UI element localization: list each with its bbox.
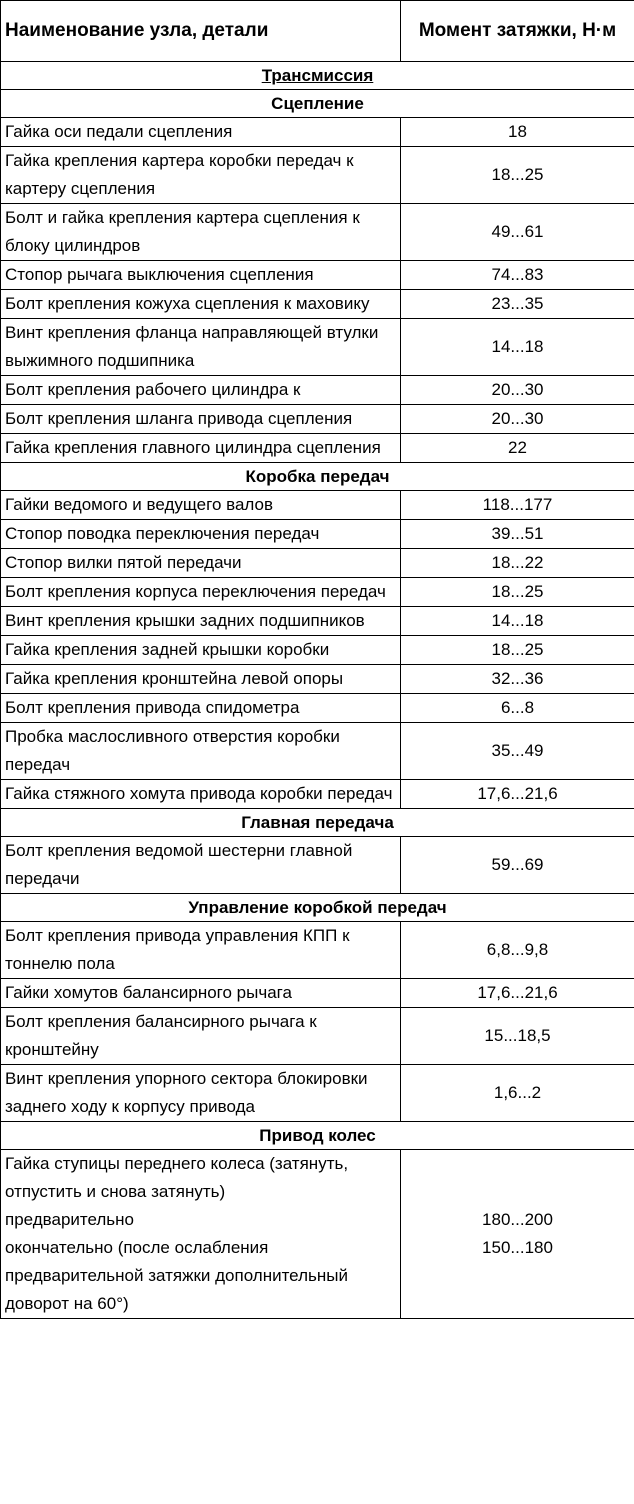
table-row: [1, 607, 634, 636]
part-name-cell: Болт крепления корпуса переключения передач: [1, 578, 401, 607]
part-name-cell: Гайка крепления главного цилиндра сцепления: [1, 434, 401, 463]
section-title: Коробка передач: [1, 463, 634, 491]
header-part-name: Наименование узла, детали: [1, 1, 401, 62]
section-row: [1, 90, 634, 118]
part-name-cell: Болт крепления балансирного рычага к кронштейну: [1, 1008, 401, 1065]
part-name-cell: Гайка стяжного хомута привода коробки передач: [1, 780, 401, 809]
table-row: [1, 147, 634, 204]
torque-value-cell: 14...18: [401, 607, 634, 636]
table-row: [1, 549, 634, 578]
table-row: [1, 491, 634, 520]
torque-value-cell: 32...36: [401, 665, 634, 694]
torque-value-cell: 18...25: [401, 636, 634, 665]
torque-value-cell: 17,6...21,6: [401, 979, 634, 1008]
table-row: [1, 204, 634, 261]
section-row: [1, 62, 634, 90]
table-row: [1, 118, 634, 147]
section-row: [1, 1122, 634, 1150]
part-name-cell: Болт крепления ведомой шестерни главной передачи: [1, 837, 401, 894]
part-name-cell: Болт крепления рабочего цилиндра к: [1, 376, 401, 405]
table-row: [1, 694, 634, 723]
part-name-cell: Болт и гайка крепления картера сцепления к блоку цилиндров: [1, 204, 401, 261]
part-name-cell: Гайка крепления задней крышки коробки: [1, 636, 401, 665]
torque-value-cell: [401, 1150, 634, 1319]
section-title: Главная передача: [1, 809, 634, 837]
table-row: [1, 578, 634, 607]
torque-value-cell: 18...25: [401, 147, 634, 204]
table-row: [1, 520, 634, 549]
section-title: Сцепление: [1, 90, 634, 118]
table-row-wheel-hub: [1, 1150, 634, 1319]
section-row: [1, 809, 634, 837]
table-row: [1, 434, 634, 463]
part-name-cell: Гайка крепления кронштейна левой опоры: [1, 665, 401, 694]
header-torque: Момент затяжки, Н·м: [401, 1, 634, 62]
part-name-cell: [1, 1150, 401, 1319]
torque-value-cell: 18: [401, 118, 634, 147]
part-name-cell: Гайка крепления картера коробки передач к картеру сцепления: [1, 147, 401, 204]
section-title-transmission: Трансмиссия: [1, 62, 634, 90]
table-row: [1, 290, 634, 319]
section-title: Привод колес: [1, 1122, 634, 1150]
part-name-cell: Болт крепления привода управления КПП к тоннелю пола: [1, 922, 401, 979]
torque-value-cell: 6...8: [401, 694, 634, 723]
torque-value-cell: 14...18: [401, 319, 634, 376]
torque-value-cell: 18...25: [401, 578, 634, 607]
table-row: [1, 319, 634, 376]
torque-value-cell: 20...30: [401, 376, 634, 405]
torque-value-cell: 1,6...2: [401, 1065, 634, 1122]
table-row: [1, 1065, 634, 1122]
part-name-cell: Болт крепления шланга привода сцепления: [1, 405, 401, 434]
table-row: [1, 636, 634, 665]
part-name-line: предварительно: [5, 1210, 135, 1229]
torque-value-cell: 15...18,5: [401, 1008, 634, 1065]
torque-value-cell: 18...22: [401, 549, 634, 578]
table-row: [1, 837, 634, 894]
table-row: [1, 979, 634, 1008]
part-name-line: окончательно (после ослабления предварительной затяжки дополнительный доворот на 60°): [5, 1238, 348, 1313]
torque-value-cell: 74...83: [401, 261, 634, 290]
part-name-cell: Винт крепления крышки задних подшипников: [1, 607, 401, 636]
part-name-cell: Винт крепления упорного сектора блокировки заднего ходу к корпусу привода: [1, 1065, 401, 1122]
part-name-cell: Гайка оси педали сцепления: [1, 118, 401, 147]
torque-value-cell: 39...51: [401, 520, 634, 549]
part-name-cell: Гайки ведомого и ведущего валов: [1, 491, 401, 520]
table-row: [1, 405, 634, 434]
section-row: [1, 894, 634, 922]
table-row: [1, 665, 634, 694]
torque-value-line: 180...200: [482, 1210, 553, 1229]
part-name-cell: Стопор вилки пятой передачи: [1, 549, 401, 578]
part-name-cell: Гайки хомутов балансирного рычага: [1, 979, 401, 1008]
part-name-cell: Пробка маслосливного отверстия коробки передач: [1, 723, 401, 780]
torque-value-cell: 6,8...9,8: [401, 922, 634, 979]
table-row: [1, 723, 634, 780]
table-row: [1, 1008, 634, 1065]
torque-value-cell: 20...30: [401, 405, 634, 434]
part-name-cell: Болт крепления привода спидометра: [1, 694, 401, 723]
table-row: [1, 780, 634, 809]
torque-value-cell: 35...49: [401, 723, 634, 780]
part-name-line: Гайка ступицы переднего колеса (затянуть, отпустить и снова затянуть): [5, 1154, 349, 1201]
table-row: [1, 376, 634, 405]
torque-value-cell: 23...35: [401, 290, 634, 319]
part-name-cell: Винт крепления фланца направляющей втулки выжимного подшипника: [1, 319, 401, 376]
torque-value-cell: 49...61: [401, 204, 634, 261]
section-title: Управление коробкой передач: [1, 894, 634, 922]
part-name-cell: Стопор рычага выключения сцепления: [1, 261, 401, 290]
section-row: [1, 463, 634, 491]
table-row: [1, 922, 634, 979]
header-row: [1, 1, 634, 62]
table-row: [1, 261, 634, 290]
torque-value-cell: 22: [401, 434, 634, 463]
torque-value-cell: 17,6...21,6: [401, 780, 634, 809]
torque-value-cell: 118...177: [401, 491, 634, 520]
torque-value-line: 150...180: [482, 1238, 553, 1257]
part-name-cell: Болт крепления кожуха сцепления к маховику: [1, 290, 401, 319]
part-name-cell: Стопор поводка переключения передач: [1, 520, 401, 549]
torque-value-cell: 59...69: [401, 837, 634, 894]
